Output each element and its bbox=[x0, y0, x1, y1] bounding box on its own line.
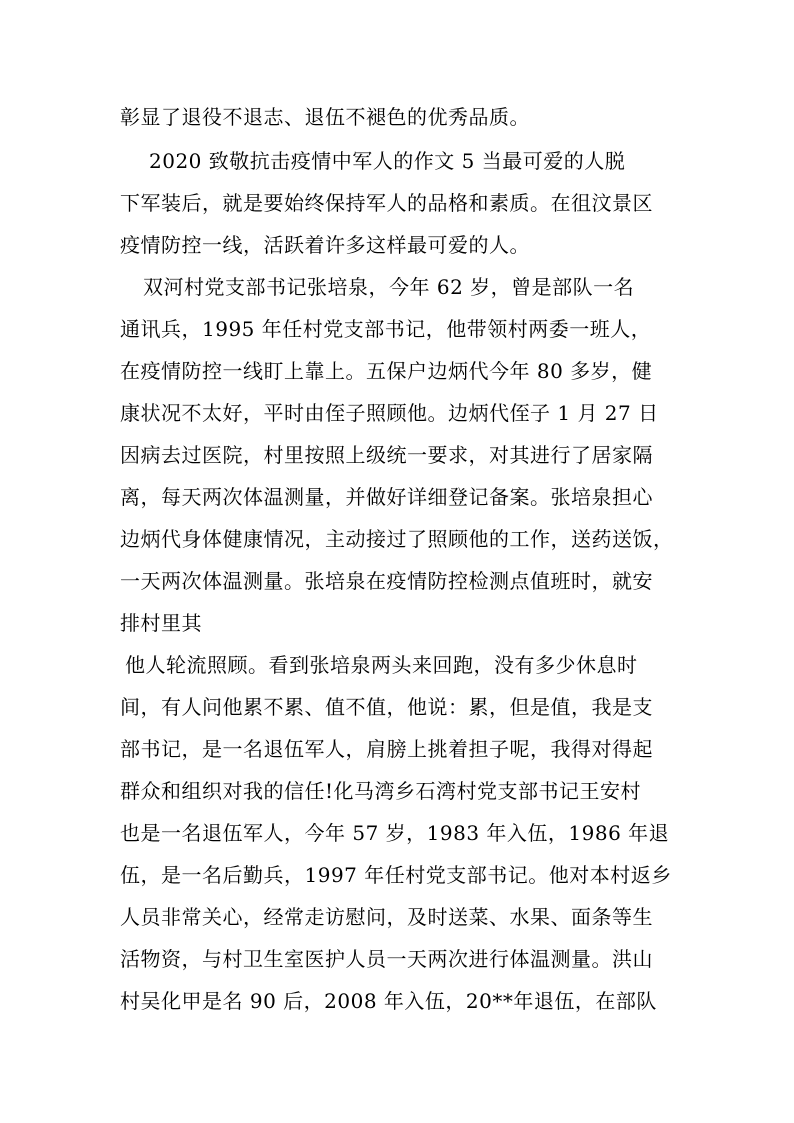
text-line: 彰显了退役不退志、退伍不褪色的优秀品质。 bbox=[120, 105, 530, 129]
text-line: 间，有人问他累不累、值不值，他说：累，但是值，我是支 bbox=[120, 695, 653, 719]
text-line: 边炳代身体健康情况，主动接过了照顾他的工作，送药送饭， bbox=[120, 527, 674, 551]
text-line: 下军装后，就是要始终保持军人的品格和素质。在徂汶景区 bbox=[120, 191, 653, 215]
text-line: 群众和组织对我的信任!化马湾乡石湾村党支部书记王安村 bbox=[120, 779, 642, 803]
text-line: 人员非常关心，经常走访慰问，及时送菜、水果、面条等生 bbox=[120, 905, 653, 929]
text-line: 2020 致敬抗击疫情中军人的作文 5 当最可爱的人脱 bbox=[149, 149, 626, 173]
text-line: 他人轮流照顾。看到张培泉两头来回跑，没有多少休息时 bbox=[125, 653, 638, 677]
text-line: 排村里其 bbox=[120, 611, 202, 635]
text-line: 通讯兵，1995 年任村党支部书记，他带领村两委一班人， bbox=[120, 317, 652, 341]
text-line: 在疫情防控一线盯上靠上。五保户边炳代今年 80 多岁，健 bbox=[120, 359, 653, 383]
text-line: 活物资，与村卫生室医护人员一天两次进行体温测量。洪山 bbox=[120, 947, 653, 971]
text-line: 因病去过医院，村里按照上级统一要求，对其进行了居家隔 bbox=[120, 443, 653, 467]
text-line: 疫情防控一线，活跃着许多这样最可爱的人。 bbox=[120, 233, 530, 257]
text-line: 双河村党支部书记张培泉，今年 62 岁，曾是部队一名 bbox=[143, 275, 635, 299]
text-line: 康状况不太好，平时由侄子照顾他。边炳代侄子 1 月 27 日 bbox=[120, 401, 659, 425]
text-line: 也是一名退伍军人，今年 57 岁，1983 年入伍，1986 年退 bbox=[120, 821, 670, 845]
text-line: 村吴化甲是名 90 后，2008 年入伍，20**年退伍，在部队 bbox=[120, 989, 657, 1013]
text-line: 离，每天两次体温测量，并做好详细登记备案。张培泉担心 bbox=[120, 485, 653, 509]
text-line: 伍，是一名后勤兵，1997 年任村党支部书记。他对本村返乡 bbox=[120, 863, 672, 887]
text-line: 一天两次体温测量。张培泉在疫情防控检测点值班时，就安 bbox=[120, 569, 653, 593]
text-line: 部书记，是一名退伍军人，肩膀上挑着担子呢，我得对得起 bbox=[120, 737, 653, 761]
